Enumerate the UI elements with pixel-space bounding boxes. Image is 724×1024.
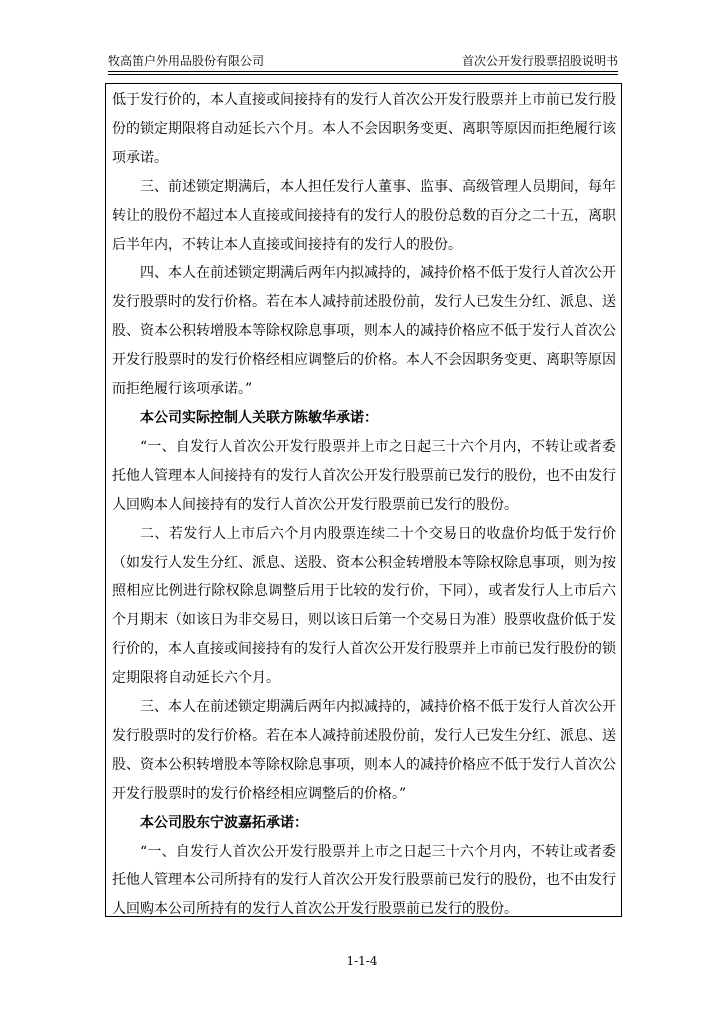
header-company-name: 牧高笛户外用品股份有限公司 xyxy=(108,54,265,68)
header-rule-thick xyxy=(108,71,618,72)
paragraph-reduction-price: 四、本人在前述锁定期满后两年内拟减持的，减持价格不低于发行人首次公开发行股票时的发行价格。若在本人减持前述股份前，发行人已发生分红、派息、送股、资本公积转增股本等除权除息事项，则本人的减持价格应不低于发行人首次公开发行股票时的发行价格经相应调整后的价格。本人不会因职务变更、离职等原因而拒绝履行该项承诺。” xyxy=(112,265,616,398)
page-header xyxy=(108,52,618,70)
document-body xyxy=(112,86,616,924)
paragraph-jiatuo-lockup: “一、自发行人首次公开发行股票并上市之日起三十六个月内，不转让或者委托他人管理本公司所持有的发行人首次公开发行股票前已发行的股份，也不由发行人回购本公司所持有的发行人首次公开发行股票前已发行的股份。 xyxy=(112,843,616,918)
paragraph-chen-lockup: “一、自发行人首次公开发行股票并上市之日起三十六个月内，不转让或者委托他人管理本人间接持有的发行人首次公开发行股票前已发行的股份，也不由发行人回购本人间接持有的发行人首次公开发行股票前已发行的股份。 xyxy=(112,438,616,513)
paragraph-chen-reduction: 三、本人在前述锁定期满后两年内拟减持的，减持价格不低于发行人首次公开发行股票时的发行价格。若在本人减持前述股份前，发行人已发生分红、派息、送股、资本公积转增股本等除权除息事项，则本人的减持价格应不低于发行人首次公开发行股票时的发行价格经相应调整后的价格。” xyxy=(112,699,616,802)
header-rule-thin xyxy=(108,74,618,75)
page-number: 1-1-4 xyxy=(346,954,378,968)
header-document-title: 首次公开发行股票招股说明书 xyxy=(461,54,618,68)
paragraph-chen-extension: 二、若发行人上市后六个月内股票连续二十个交易日的收盘价均低于发行价（如发行人发生分红、派息、送股、资本公积金转增股本等除权除息事项，则为按照相应比例进行除权除息调整后用于比较的发行价，下同），或者发行人上市后六个月期末（如该日为非交易日，则以该日后第一个交易日为准）股票收盘价低于发行价的，本人直接或间接持有的发行人首次公开发行股票并上市前已发行股份的锁定期限将自动延长六个月。 xyxy=(112,525,616,687)
paragraph-transfer-limit: 三、前述锁定期满后，本人担任发行人董事、监事、高级管理人员期间，每年转让的股份不超过本人直接或间接持有的发行人的股份总数的百分之二十五，离职后半年内，不转让本人直接或间接持有的发行人的股份。 xyxy=(112,178,616,253)
section-heading-ningbo-jiatuo: 本公司股东宁波嘉拓承诺： xyxy=(140,814,308,831)
section-heading-chen-minhua: 本公司实际控制人关联方陈敏华承诺： xyxy=(140,409,378,426)
paragraph-lockup-extension: 低于发行价的，本人直接或间接持有的发行人首次公开发行股票并上市前已发行股份的锁定期限将自动延长六个月。本人不会因职务变更、离职等原因而拒绝履行该项承诺。 xyxy=(112,92,616,166)
